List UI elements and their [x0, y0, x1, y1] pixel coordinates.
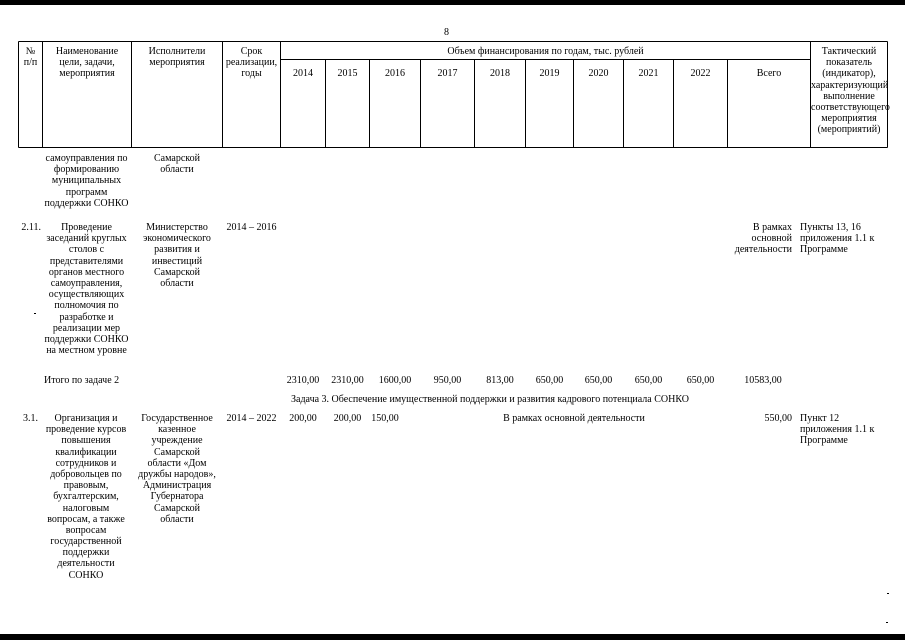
scan-speck [887, 593, 889, 594]
header-year: 2018 [490, 68, 510, 79]
total-task2-value: 813,00 [486, 375, 514, 386]
bottom-border [0, 634, 905, 640]
header-year: 2021 [638, 68, 659, 79]
item-3-1-num: 3.1. [23, 413, 38, 424]
task3-heading: Задача 3. Обеспечение имущественной поддержки и развития кадрового потенциала СОНКО [291, 394, 689, 405]
item-2-11-name: Проведение заседаний круглых столов с представителями органов местного самоуправления, осуществляющих полномочия по разработке и реализации мер поддержки СОНКО на местном уровне [44, 222, 129, 357]
item-2-11-indicator: Пункты 13, 16 приложения 1.1 к Программе [800, 222, 875, 256]
total-task2-label: Итого по задаче 2 [44, 375, 120, 386]
total-task2-value: 650,00 [686, 375, 715, 386]
continuation-executors: Самарской области [154, 153, 200, 176]
item-2-11-executors: Министерство экономического развития и инвестиций Самарской области [143, 222, 211, 289]
total-task2-total: 10583,00 [744, 375, 782, 386]
item-3-1-framework: В рамках основной деятельности [503, 413, 645, 424]
total-task2-value: 950,00 [433, 375, 462, 386]
item-3-1-value: 150,00 [371, 413, 399, 424]
header-funding: Объем финансирования по годам, тыс. рублей [447, 46, 644, 57]
header-num: № п/п [23, 46, 38, 69]
item-3-1-term: 2014 – 2022 [226, 413, 277, 424]
header-name: Наименование цели, задачи, мероприятия [55, 46, 119, 80]
item-3-1-indicator: Пункт 12 приложения 1.1 к Программе [800, 413, 875, 447]
header-year: 2014 [293, 68, 313, 79]
item-2-11-num: 2.11. [21, 222, 41, 233]
scan-speck [34, 313, 36, 314]
total-task2-value: 2310,00 [286, 375, 320, 386]
total-task2-value: 2310,00 [331, 375, 364, 386]
item-3-1-total: 550,00 [764, 413, 792, 424]
header-term: Срок реализации, годы [225, 46, 278, 80]
total-task2-value: 650,00 [634, 375, 663, 386]
header-year: 2022 [690, 68, 711, 79]
total-task2-value: 650,00 [584, 375, 613, 386]
header-year: 2020 [588, 68, 609, 79]
item-3-1-name: Организация и проведение курсов повышения квалификации сотрудников и добровольцев по правовым, бухгалтерским, налоговым вопросам, а также вопросам государственной поддержки деятельности СОНКО [45, 413, 127, 581]
item-2-11-term: 2014 – 2016 [226, 222, 277, 233]
header-year: 2019 [539, 68, 560, 79]
page-number: 8 [444, 27, 449, 38]
header-total: Всего [756, 68, 782, 79]
scan-speck [886, 622, 888, 623]
continuation-name: самоуправления по формированию муниципальных программ поддержки СОНКО [44, 153, 129, 209]
header-year: 2017 [437, 68, 458, 79]
item-3-1-value: 200,00 [333, 413, 362, 424]
header-indicator: Тактический показатель (индикатор), характеризующий выполнение соответствующего мероприятия (мероприятий) [811, 46, 890, 136]
total-task2-value: 650,00 [535, 375, 564, 386]
header-executors: Исполнители мероприятия [148, 46, 206, 69]
item-3-1-executors: Государственное казенное учреждение Самарской области «Дом дружбы народов», Администрация Губернатора Самарской области [138, 413, 216, 525]
total-task2-value: 1600,00 [378, 375, 412, 386]
item-3-1-value: 200,00 [289, 413, 317, 424]
header-year: 2015 [337, 68, 358, 79]
item-2-11-total: В рамках основной деятельности [734, 222, 792, 256]
header-year: 2016 [385, 68, 405, 79]
